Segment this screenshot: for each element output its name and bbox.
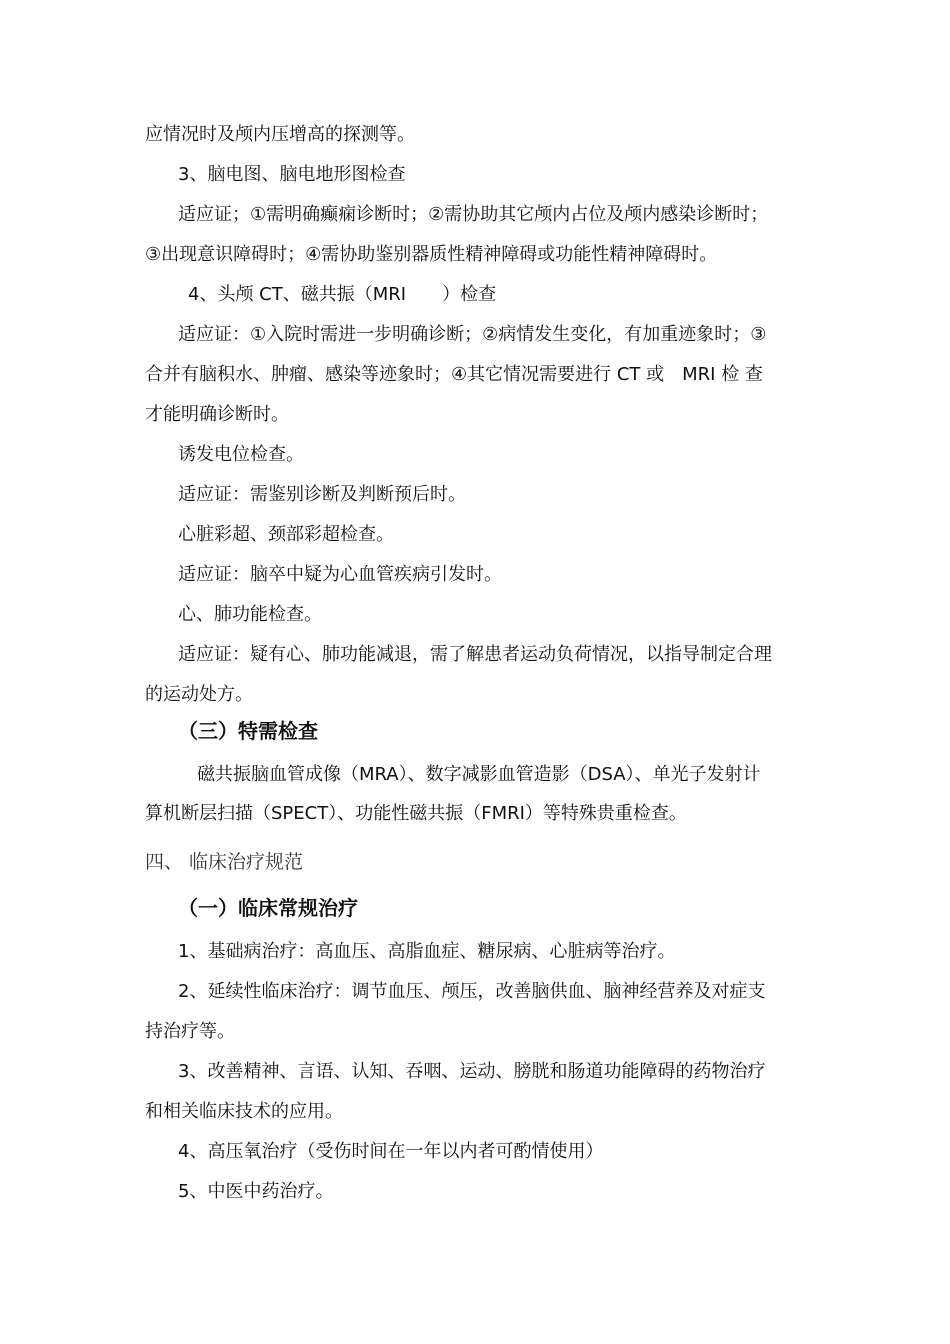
section-heading-routine-treatment: （一）临床常规治疗 xyxy=(178,896,358,920)
paragraph-line: 算机断层扫描（SPECT）、功能性磁共振（FMRI）等特殊贵重检查。 xyxy=(145,803,687,824)
paragraph-line: 适应证：①入院时需进一步明确诊断；②病情发生变化，有加重迹象时；③ xyxy=(178,324,767,345)
section-heading-special-exams: （三）特需检查 xyxy=(178,719,318,743)
section-heading-ultrasound: 心脏彩超、颈部彩超检查。 xyxy=(178,524,394,545)
paragraph-line: 适应证；①需明确癫痫诊断时；②需协助其它颅内占位及颅内感染诊断时； xyxy=(178,204,769,225)
paragraph-line: 适应证：疑有心、肺功能减退，需了解患者运动负荷情况，以指导制定合理 xyxy=(178,644,772,665)
section-heading-eeg: 3、脑电图、脑电地形图检查 xyxy=(178,164,406,185)
section-heading-ct-mri: 4、头颅 CT、磁共振（MRI ）检查 xyxy=(188,284,497,305)
paragraph-line: 合并有脑积水、肿瘤、感染等迹象时；④其它情况需要进行 CT 或 MRI 检 查 xyxy=(145,364,763,385)
paragraph-line: 适应证：需鉴别诊断及判断预后时。 xyxy=(178,484,466,505)
paragraph-line: 适应证：脑卒中疑为心血管疾病引发时。 xyxy=(178,564,502,585)
paragraph-line: ③出现意识障碍时；④需协助鉴别器质性精神障碍或功能性精神障碍时。 xyxy=(145,244,718,265)
chapter-heading-clinical-treatment: 四、 临床治疗规范 xyxy=(145,851,304,873)
list-item: 5、中医中药治疗。 xyxy=(178,1181,334,1202)
paragraph-line: 才能明确诊断时。 xyxy=(145,404,289,425)
paragraph-line: 的运动处方。 xyxy=(145,684,253,705)
list-item: 3、改善精神、言语、认知、吞咽、运动、膀胱和肠道功能障碍的药物治疗 xyxy=(178,1061,766,1082)
list-item: 1、基础病治疗：高血压、高脂血症、糖尿病、心脏病等治疗。 xyxy=(178,941,676,962)
list-item: 2、延续性临床治疗：调节血压、颅压，改善脑供血、脑神经营养及对症支 xyxy=(178,981,766,1002)
section-heading-evoked-potential: 诱发电位检查。 xyxy=(178,444,304,465)
section-heading-cardiopulmonary: 心、肺功能检查。 xyxy=(178,604,322,625)
list-item: 4、高压氧治疗（受伤时间在一年以内者可酌情使用） xyxy=(178,1141,604,1162)
paragraph-line: 持治疗等。 xyxy=(145,1021,235,1042)
paragraph-line: 和相关临床技术的应用。 xyxy=(145,1101,343,1122)
paragraph-line: 应情况时及颅内压增高的探测等。 xyxy=(145,124,415,145)
paragraph-line: 磁共振脑血管成像（MRA）、数字减影血管造影（DSA）、单光子发射计 xyxy=(197,764,761,785)
